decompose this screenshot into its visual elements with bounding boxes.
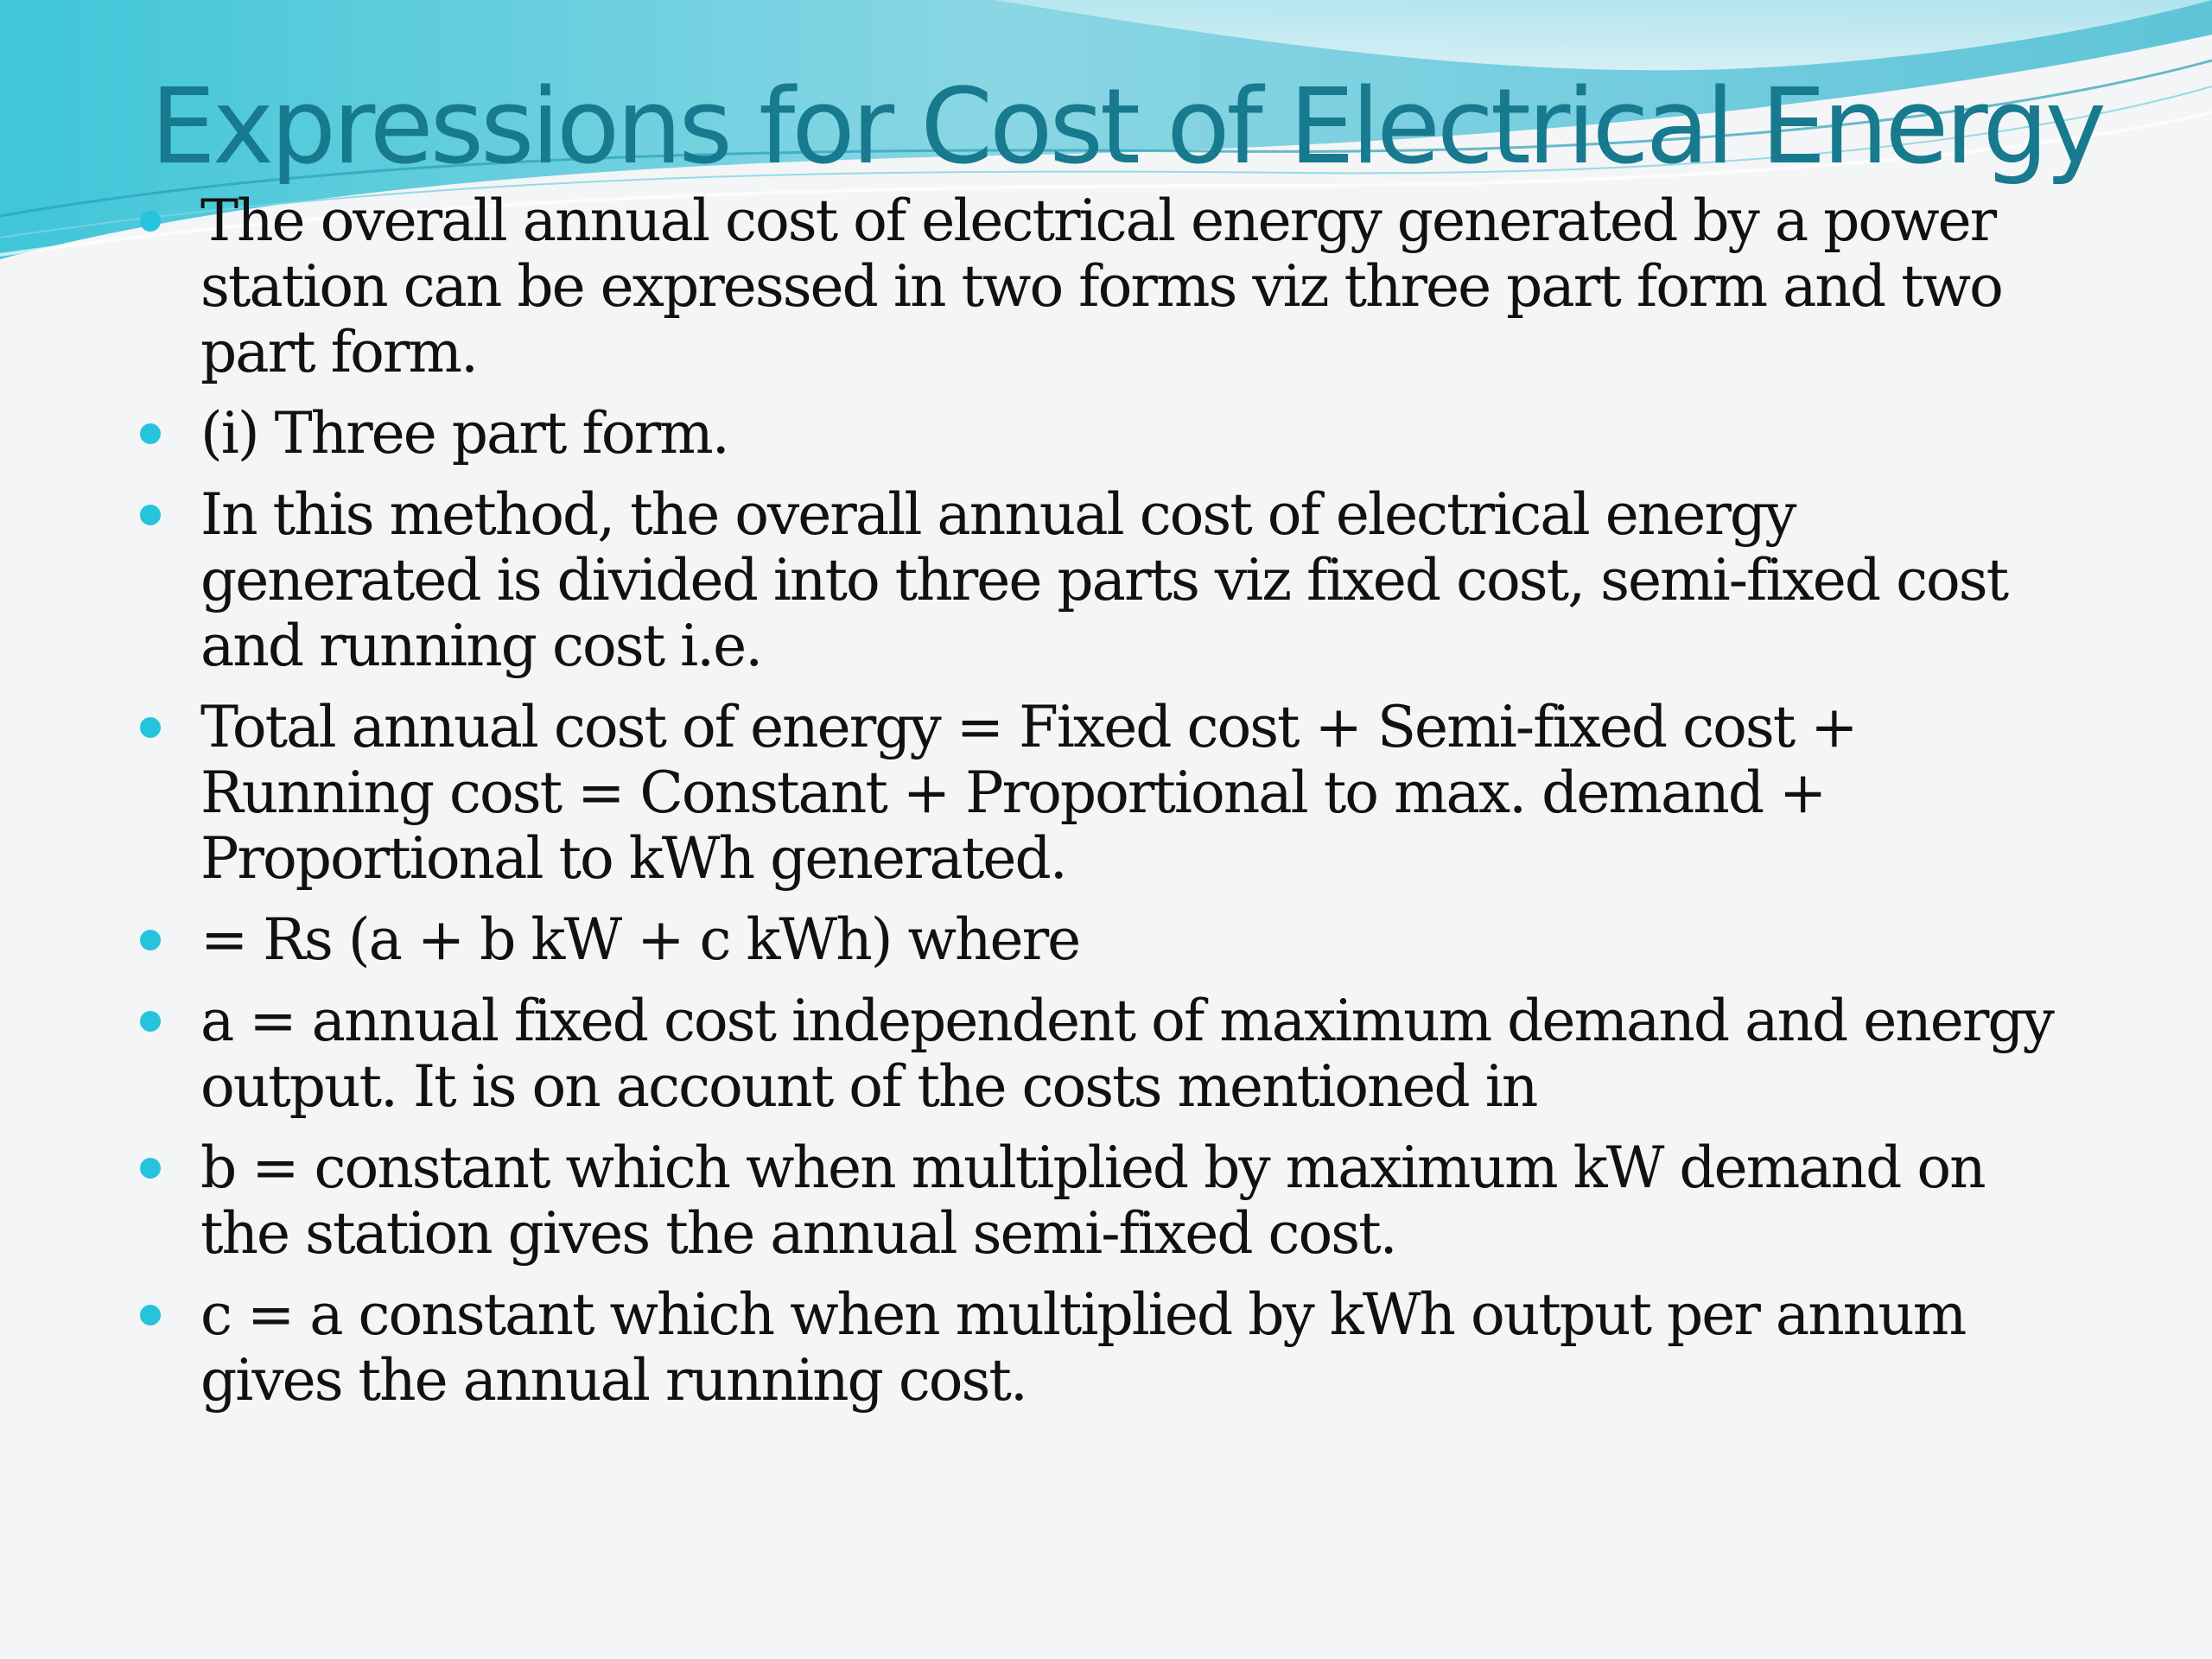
bullet-text: = Rs (a + b kW + c kWh) where xyxy=(200,906,1080,973)
bullet-dot-icon xyxy=(140,1011,161,1032)
bullet-text: The overall annual cost of electrical energy generated by a power station can be expressed in two forms viz three part form and two part form. xyxy=(200,188,2002,385)
bullet-item xyxy=(130,188,2082,385)
bullet-item xyxy=(130,988,2082,1120)
bullet-dot-icon xyxy=(140,930,161,950)
bullet-item xyxy=(130,482,2082,679)
bullet-item xyxy=(130,1282,2082,1414)
bullet-dot-icon xyxy=(140,423,161,444)
bullet-text: In this method, the overall annual cost of electrical energy generated is divided into three parts viz fixed cost, semi-fixed cost and running cost i.e. xyxy=(200,481,2008,679)
bullet-dot-icon xyxy=(140,211,161,232)
bullet-text: c = a constant which when multiplied by kWh output per annum gives the annual running cost. xyxy=(200,1281,1966,1414)
bullet-dot-icon xyxy=(140,505,161,525)
bullet-text: (i) Three part form. xyxy=(200,400,728,467)
bullet-item xyxy=(130,1135,2082,1267)
bullet-dot-icon xyxy=(140,1305,161,1325)
bullet-item xyxy=(130,907,2082,973)
bullet-item xyxy=(130,695,2082,892)
bullet-text: a = annual fixed cost independent of maximum demand and energy output. It is on account of the costs mentioned in xyxy=(200,988,2053,1120)
slide-title: Expressions for Cost of Electrical Energy xyxy=(150,67,2103,188)
bullet-dot-icon xyxy=(140,717,161,738)
bullet-item xyxy=(130,401,2082,467)
bullet-list xyxy=(130,188,2082,1414)
bullet-text: Total annual cost of energy = Fixed cost + Semi-fixed cost + Running cost = Constant + Proportional to max. demand + Proportional to kWh generated. xyxy=(200,694,1857,892)
bullet-dot-icon xyxy=(140,1158,161,1179)
bullet-text: b = constant which when multiplied by maximum kW demand on the station gives the annual semi-fixed cost. xyxy=(200,1135,1985,1267)
